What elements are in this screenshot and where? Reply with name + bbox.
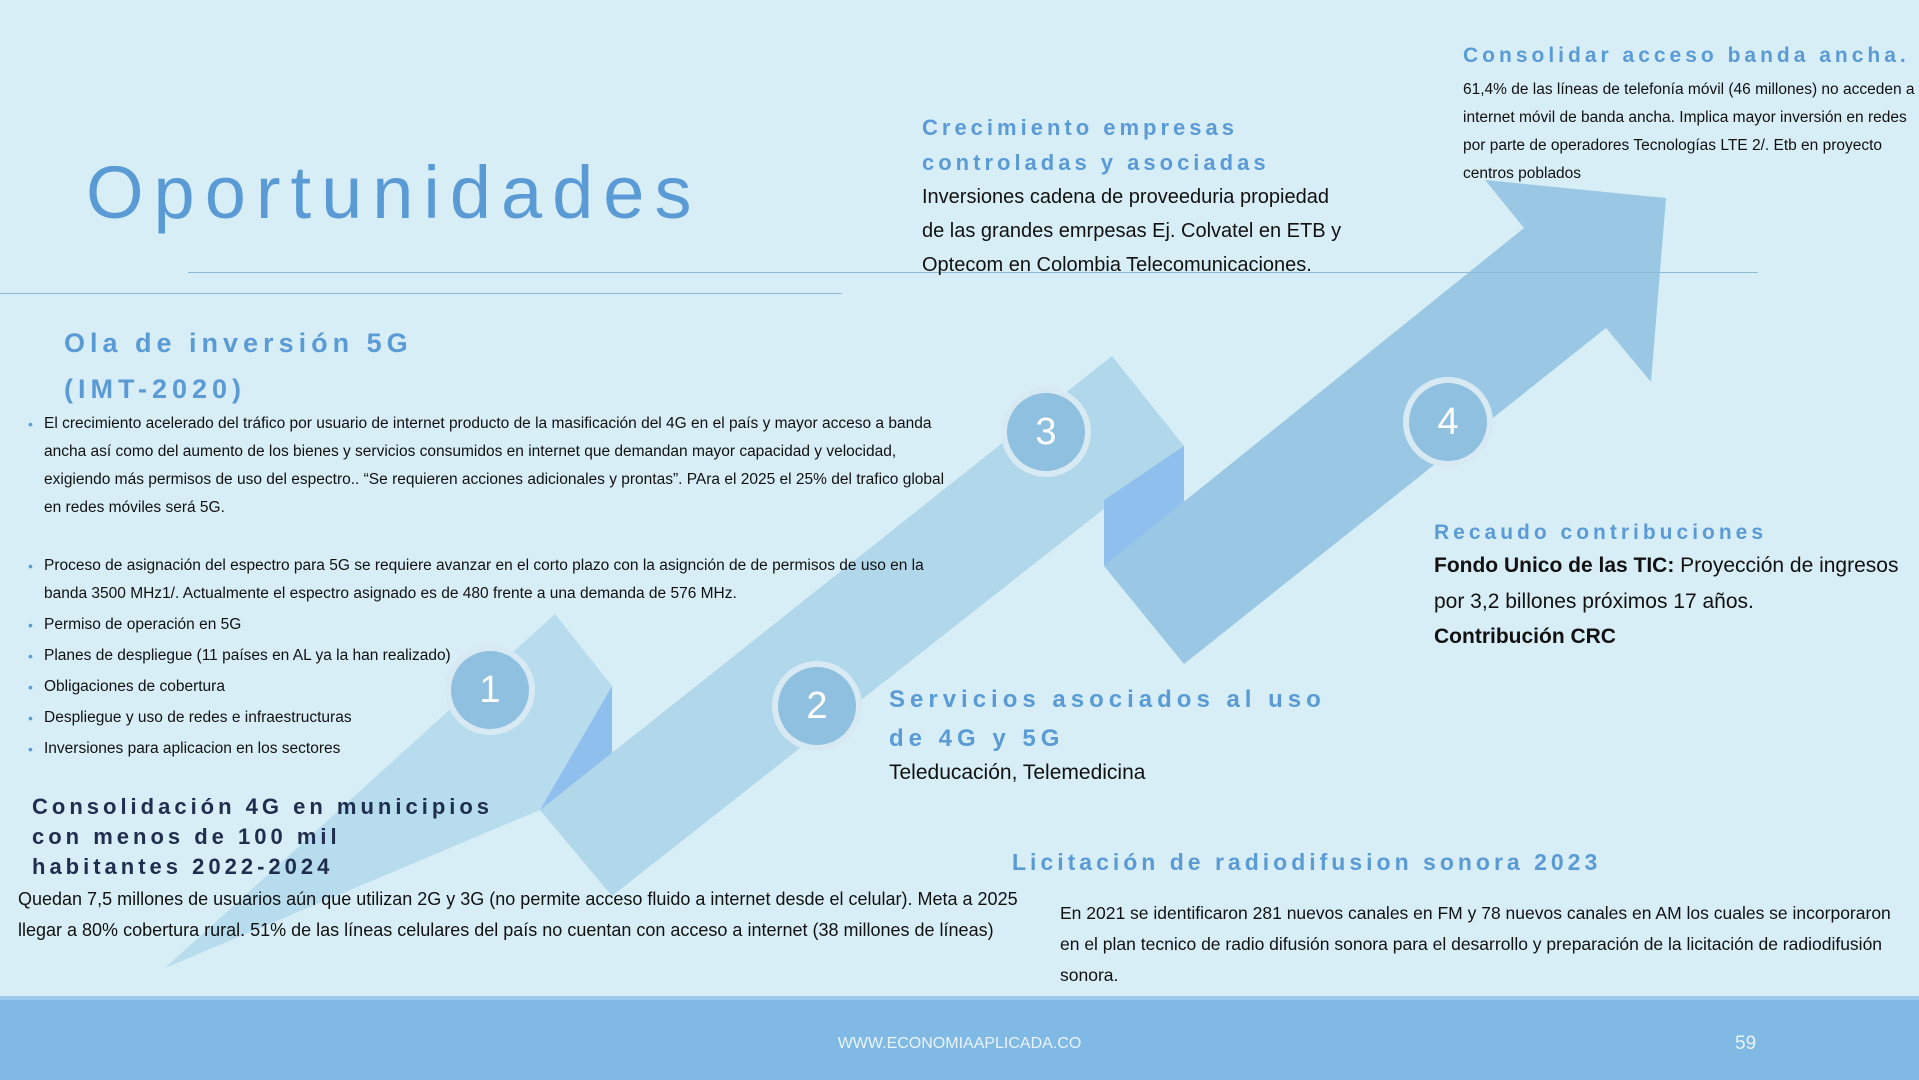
licitacion-heading: Licitación de radiodifusion sonora 2023 [1012,849,1602,875]
crecimiento-heading-line-2: controladas y asociadas [922,150,1270,175]
ola-bullet-item: • Planes de despliegue (11 países en AL ya la han realizado) [14,642,950,670]
ola-heading [64,320,413,412]
consolidar-heading: Consolidar acceso banda ancha. [1463,44,1910,67]
step-1-number: 1 [479,669,501,711]
page-number: 59 [1735,1033,1757,1054]
crc-label: Contribución CRC [1434,625,1616,648]
consolidacion-heading-line-1: Consolidación 4G en municipios [32,794,494,819]
step-4-number: 4 [1437,401,1459,443]
ola-bullet-item: • Despliegue y uso de redes e infraestructuras [14,704,950,732]
ola-bullet-list-a [14,410,950,522]
licitacion-text: En 2021 se identificaron 281 nuevos canales en FM y 78 nuevos canales en AM los cuales se incorporaron en el plan tecnico de radio difusión sonora para el desarrollo y preparación de la licitación de radiodifusión sonora. [1060,903,1891,985]
crecimiento-text: Inversiones cadena de proveeduria propiedad de las grandes emrpesas Ej. Colvatel en ETB y Optecom en Colombia Telecomunicaciones. [922,186,1342,276]
step-3-number: 3 [1035,411,1057,453]
fondo-label: Fondo Unico de las TIC: [1434,554,1675,577]
servicios-heading [889,680,1326,758]
step-2-number: 2 [806,685,828,727]
ola-bullet-item: • El crecimiento acelerado del tráfico por usuario de internet producto de la masificación del 4G en el país y mayor acceso a banda ancha así como del aumento de los bienes y servicios consumidos en internet que demandan mayor capacidad y velocidad, exigiendo más permisos de uso del espectro.. “Se requieren acciones adicionales y prontas”. PAra el 2025 el 25% del trafico global en redes móviles será 5G. [14,410,950,522]
page-title: Oportunidades [86,151,702,234]
title-divider-left [0,293,842,294]
consolidacion-heading [32,792,493,882]
consolidar-text: 61,4% de las líneas de telefonía móvil (46 millones) no acceden a internet móvil de banda ancha. Implica mayor inversión en redes por parte de operadores Tecnologías LTE 2/. Etb en proyecto centros poblados [1463,81,1915,182]
ola-bullet-item: • Proceso de asignación del espectro para 5G se requiere avanzar en el corto plazo con la asignción de de permisos de uso en la banda 3500 MHz1/. Actualmente el espectro asignado es de 480 frente a una demanda de 576 MHz. [14,552,950,608]
consolidacion-heading-line-3: habitantes 2022-2024 [32,854,334,879]
consolidacion-text: Quedan 7,5 millones de usuarios aún que utilizan 2G y 3G (no permite acceso fluido a internet desde el celular). Meta a 2025 llegar a 80% cobertura rural. 51% de las líneas celulares del país no cuentan con acceso a internet (38 millones de líneas) [18,889,1018,940]
ola-bullet-item: • Permiso de operación en 5G [14,611,950,639]
footer-website-link[interactable]: WWW.ECONOMIAAPLICADA.CO [837,1035,1082,1052]
consolidacion-heading-line-2: con menos de 100 mil [32,824,341,849]
servicios-text: Teleducación, Telemedicina [889,761,1146,784]
servicios-heading-line-1: Servicios asociados al uso [889,686,1326,713]
recaudo-text [1434,548,1904,620]
crecimiento-heading-line-1: Crecimiento empresas [922,115,1238,140]
crecimiento-heading [922,110,1270,180]
ola-heading-line-2: (IMT-2020) [64,374,247,404]
ola-bullet-item: • Obligaciones de cobertura [14,673,950,701]
ola-bullet-list-b [14,552,950,763]
servicios-heading-line-2: de 4G y 5G [889,725,1065,752]
ola-heading-line-1: Ola de inversión 5G [64,328,413,358]
fondo-text: Proyección de ingresos por 3,2 billones próximos 17 años. [1434,554,1899,613]
recaudo-heading: Recaudo contribuciones [1434,521,1768,544]
ola-bullet-item: • Inversiones para aplicacion en los sectores [14,735,950,763]
